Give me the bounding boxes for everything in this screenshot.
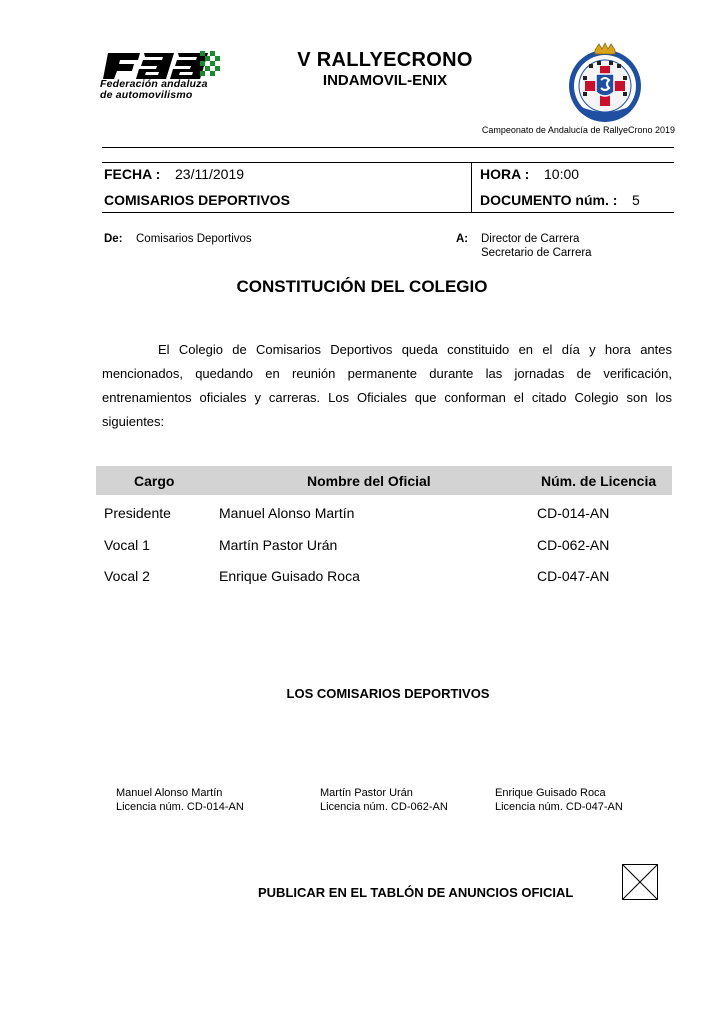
hora-label: HORA : [480, 166, 530, 182]
logo-caption-line-2: de automovilismo [100, 89, 193, 101]
de-value: Comisarios Deportivos [136, 233, 252, 245]
divider-vertical [471, 163, 472, 212]
signer-name: Martín Pastor Urán [320, 787, 413, 799]
table-cell-licencia: CD-014-AN [537, 505, 610, 521]
divider-top [102, 147, 674, 148]
table-cell-nombre: Enrique Guisado Roca [219, 568, 360, 584]
table-cell-nombre: Manuel Alonso Martín [219, 505, 355, 521]
table-cell-licencia: CD-047-AN [537, 568, 610, 584]
publish-checkbox[interactable] [622, 864, 658, 900]
divider-info-top [102, 162, 674, 163]
document-title: CONSTITUCIÓN DEL COLEGIO [236, 277, 488, 296]
issuer-label: COMISARIOS DEPORTIVOS [104, 192, 290, 208]
signer-name: Enrique Guisado Roca [495, 787, 606, 799]
table-header-cargo: Cargo [134, 473, 175, 489]
hora-value: 10:00 [544, 166, 580, 182]
signer-block [495, 786, 623, 814]
documento-value: 5 [632, 192, 640, 208]
table-cell-cargo: Vocal 2 [104, 568, 150, 584]
table-cell-licencia: CD-062-AN [537, 537, 610, 553]
signer-license: Licencia núm. CD-062-AN [320, 801, 448, 813]
documento-label: DOCUMENTO núm. : [480, 192, 618, 208]
divider-info-bottom [102, 212, 674, 213]
table-cell-cargo: Vocal 1 [104, 537, 150, 553]
signer-block [320, 786, 448, 814]
fecha-label: FECHA : [104, 166, 161, 182]
signer-license: Licencia núm. CD-014-AN [116, 801, 244, 813]
a-value-director: Director de Carrera [481, 233, 580, 245]
championship-label: Campeonato de Andalucía de RallyeCrono 2019 [481, 125, 675, 135]
table-cell-cargo: Presidente [104, 505, 171, 521]
event-subtitle: INDAMOVIL-ENIX [322, 72, 448, 89]
a-value-secretario: Secretario de Carrera [481, 247, 592, 259]
signer-name: Manuel Alonso Martín [116, 787, 223, 799]
table-cell-nombre: Martín Pastor Urán [219, 537, 338, 553]
emblem-logo [563, 42, 647, 126]
publish-label: PUBLICAR EN EL TABLÓN DE ANUNCIOS OFICIAL [258, 885, 574, 900]
signer-license: Licencia núm. CD-047-AN [495, 801, 623, 813]
signers-title: LOS COMISARIOS DEPORTIVOS [286, 686, 490, 701]
table-header-licencia: Núm. de Licencia [541, 473, 657, 489]
fecha-value: 23/11/2019 [175, 166, 245, 182]
de-label: De: [104, 233, 123, 245]
event-title: V RALLYECRONO [297, 49, 473, 71]
table-header-nombre: Nombre del Oficial [307, 473, 431, 489]
signer-block [116, 786, 244, 814]
logo-caption-line-1: Federación andaluza [100, 78, 208, 90]
body-paragraph: El Colegio de Comisarios Deportivos queda constituido en el día y hora antes mencionados, quedando en reunión permanente durante las jornadas de verificación, entrenamientos oficiales y carreras. Los Oficiales que conforman el citado Colegio son los siguientes: [102, 342, 672, 429]
a-label: A: [456, 233, 469, 245]
faa-logo-caption [100, 79, 230, 101]
